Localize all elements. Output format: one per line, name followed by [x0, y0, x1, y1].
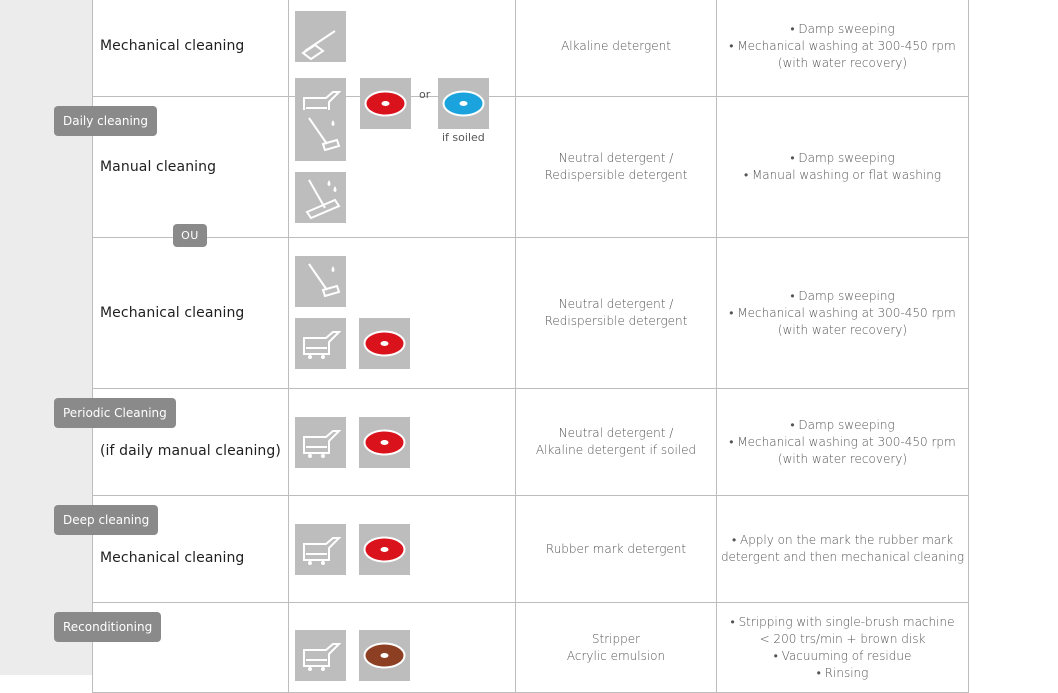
- method-line: • Apply on the mark the rubber mark: [731, 533, 954, 547]
- method-line: detergent and then mechanical cleaning: [720, 550, 965, 564]
- product-line: Alkaline detergent if soiled: [535, 443, 697, 457]
- table-row: [93, 496, 969, 603]
- product-line: Stripper: [591, 631, 641, 646]
- method-line: • Manual washing or flat washing: [743, 168, 942, 182]
- icons-cell: [289, 603, 516, 693]
- row-title: (if daily manual cleaning): [100, 443, 281, 459]
- method-line: • Damp sweeping: [790, 288, 895, 303]
- or-label: or: [419, 88, 431, 101]
- method-line: • Mechanical washing at 300-450 rpm: [729, 305, 956, 320]
- method-cell: [717, 496, 969, 603]
- row-title: Manual cleaning: [100, 159, 217, 175]
- flat-mop-icon: [295, 172, 346, 223]
- table-row: [93, 603, 969, 693]
- row-title-cell: [93, 0, 289, 97]
- left-band: [0, 0, 92, 675]
- row-title-cell: [93, 238, 289, 389]
- if-soiled-label: if soiled: [442, 131, 485, 144]
- method-line: • Vacuuming of residue: [773, 648, 912, 663]
- method-line: • Mechanical washing at 300-450 rpm: [729, 38, 956, 53]
- icons-cell: [289, 0, 516, 144]
- row-title: Mechanical cleaning: [100, 305, 245, 321]
- scrubber-machine-icon: [295, 318, 346, 369]
- product-cell: [516, 238, 717, 389]
- red-pad-icon: [359, 318, 410, 369]
- red-pad-icon: [359, 524, 410, 575]
- product-cell: [516, 496, 717, 603]
- brown-pad-icon: [359, 630, 410, 681]
- damp-mop-icon: [295, 256, 346, 307]
- deep-cleaning-tag: Deep cleaning: [54, 505, 158, 535]
- daily-cleaning-tag: Daily cleaning: [54, 106, 157, 136]
- method-cell: [717, 238, 969, 389]
- method-cell: [717, 97, 969, 238]
- method-line: • Damp sweeping: [790, 417, 895, 432]
- row-title: Mechanical cleaning: [100, 38, 245, 54]
- ou-badge: OU: [173, 224, 207, 247]
- product-line: Acrylic emulsion: [566, 648, 666, 663]
- product-line: Neutral detergent /: [558, 297, 674, 311]
- method-cell: [717, 603, 969, 693]
- method-cell: [717, 389, 969, 496]
- product-cell: [516, 603, 717, 693]
- row-title: Mechanical cleaning: [100, 550, 245, 566]
- scrubber-machine-icon: [295, 524, 346, 575]
- product-line: Rubber mark detergent: [545, 541, 687, 556]
- reconditioning-tag: Reconditioning: [54, 612, 161, 642]
- periodic-cleaning-tag: Periodic Cleaning: [54, 398, 176, 428]
- scrubber-machine-icon: [295, 630, 346, 681]
- product-line: Alkaline detergent: [561, 38, 671, 53]
- method-line: • Stripping with single-brush machine: [730, 614, 955, 629]
- product-cell: [516, 0, 717, 97]
- method-cell: [717, 0, 969, 97]
- table-row: [93, 389, 969, 496]
- method-line: • Mechanical washing at 300-450 rpm: [729, 434, 956, 449]
- mop-icon: [295, 11, 346, 62]
- scrubber-machine-icon: [295, 417, 346, 468]
- product-line: Neutral detergent /: [558, 151, 674, 165]
- method-line: (with water recovery): [777, 322, 908, 337]
- red-pad-icon: [359, 417, 410, 468]
- method-line: < 200 trs/min + brown disk: [759, 631, 926, 646]
- icons-cell: [289, 389, 516, 496]
- icons-cell: [289, 97, 516, 238]
- method-line: (with water recovery): [777, 55, 908, 70]
- product-cell: [516, 389, 717, 496]
- table-row: [93, 97, 969, 238]
- table-row: [93, 238, 969, 389]
- cleaning-table: [92, 0, 969, 693]
- table-row: [93, 0, 969, 97]
- method-line: • Damp sweeping: [790, 151, 895, 165]
- product-line: Redispersible detergent: [544, 314, 688, 328]
- icons-cell: [289, 238, 516, 389]
- method-line: • Damp sweeping: [790, 21, 895, 36]
- method-line: • Rinsing: [816, 665, 869, 680]
- product-line: Redispersible detergent: [544, 168, 688, 182]
- damp-mop-icon: [295, 110, 346, 161]
- product-cell: [516, 97, 717, 238]
- icons-cell: [289, 496, 516, 603]
- method-line: (with water recovery): [777, 451, 908, 466]
- product-line: Neutral detergent /: [558, 426, 674, 440]
